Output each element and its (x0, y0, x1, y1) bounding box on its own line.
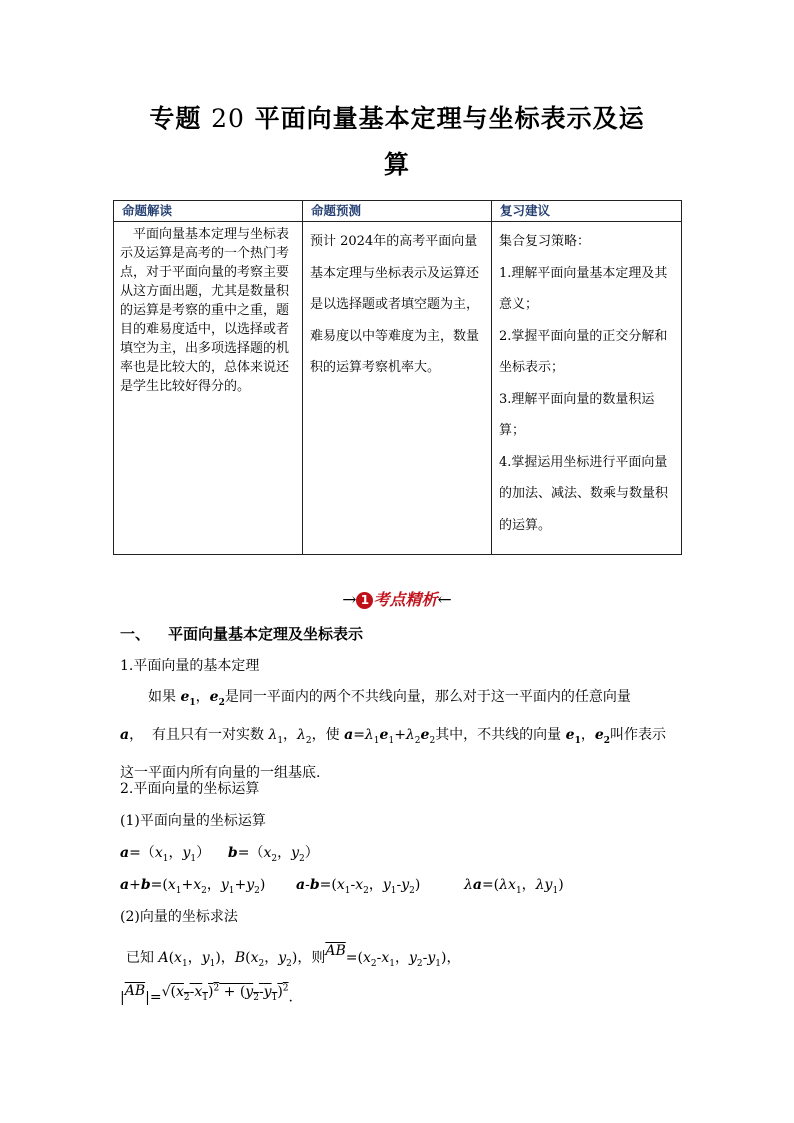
banner-label: 考点精析 (373, 590, 438, 609)
summary-table (113, 200, 682, 555)
table-header-row (114, 201, 682, 222)
subheading-coordinate-rules: (1)平面向量的坐标运算 (120, 813, 266, 829)
formula-vector-ab: 已知 $A(x_1$，$y_1$)，$B(x_2$，$y_2$)，则$\overline{AB}=(x_2-x_1$，$y_2-y_1$)， (126, 943, 461, 969)
subheading-basic-theorem: 1.平面向量的基本定理 (120, 658, 260, 674)
title-line-2: 算 (383, 150, 410, 179)
formula-vectors: $a=(x_1$，$y_1$） $b=(x_2$，$y_2$） (120, 845, 319, 864)
section-banner (0, 588, 794, 612)
header-proposition-interpretation: 命题解读 (114, 201, 303, 222)
cell-interpretation: 平面向量基本定理与坐标表示及运算是高考的一个热门考点，对于平面向量的考察主要从这方面出题，尤其是数量积的运算是考察的重中之重，题目的难易度适中，以选择或者填空为主，出多项选择题的机率也是比较大的，总体来说还是学生比较好得分的。 (114, 222, 303, 555)
theorem-paragraph: 如果 $e_1$，$e_2$是同一平面内的两个不共线向量，那么对于这一平面内的任意向量 a， 有且只有一对实数 $\lambda_1$，$\lambda_2$，使 $a=\lambda_1e_1+\lambda_2e_2$其中，不共线的向量 $e_1$，$e_2$叫作表示这一平面内所有向量的一组基底. (120, 689, 667, 781)
section-heading: 一、 平面向量基本定理及坐标表示 (120, 625, 364, 643)
cell-prediction: 预计 2024年的高考平面向量基本定理与坐标表示及运算还是以选择题或者填空题为主，难易度以中等难度为主，数量积的运算考察机率大。 (303, 222, 492, 555)
cell-suggestions (492, 222, 682, 555)
table-body-row (114, 222, 682, 555)
subheading-coordinate-method: (2)向量的坐标求法 (120, 909, 238, 925)
page-title (100, 96, 694, 188)
header-proposition-prediction: 命题预测 (303, 201, 492, 222)
suggestion-item: 1.理解平面向量基本定理及其意义； (499, 265, 668, 312)
arrow-left-icon: ← (437, 590, 452, 610)
arrow-right-icon: → (342, 590, 357, 610)
formula-magnitude: $|\overline{AB}|=√(x_2-x_1)^2 + (y_2-y_1)^2$. (120, 982, 293, 1006)
suggestion-item: 3.理解平面向量的数量积运算； (499, 391, 655, 438)
title-line-1: 专题 20 平面向量基本定理与坐标表示及运 (149, 104, 645, 133)
header-review-suggestion: 复习建议 (492, 201, 682, 222)
suggestion-item: 4.掌握运用坐标进行平面向量的加法、减法、数乘与数量积的运算。 (499, 454, 669, 533)
suggestion-item: 集合复习策略： (499, 234, 591, 249)
suggestion-item: 2.掌握平面向量的正交分解和坐标表示； (499, 328, 668, 375)
number-circle-badge: 1 (356, 592, 373, 609)
formula-operations: $a+b=(x_1+x_2$，$y_1+y_2$) $a-b=(x_1-x_2$，$y_1-y_2$) $\lambda a=(\lambda x_1$，$\lambda y_1$) (120, 877, 564, 896)
subheading-coordinate-operations: 2.平面向量的坐标运算 (120, 781, 260, 797)
